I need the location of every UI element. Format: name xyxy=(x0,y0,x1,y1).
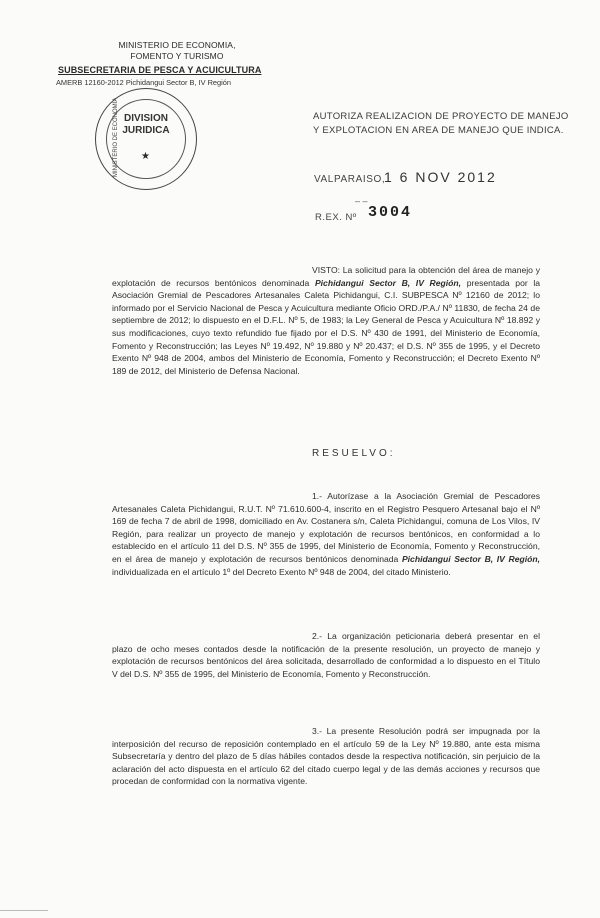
seal-arc-text: MINISTERIO DE ECONOMIA xyxy=(113,97,119,177)
date-stamp: 1 6 NOV 2012 xyxy=(384,169,497,185)
visto-text-1: La solicitud para la obtención del área de manejo y explotación de recursos bentónicos denominada xyxy=(112,265,540,288)
visto-text-2: presentada por la Asociación Gremial de Pescadores Artesanales Caleta Pichidangui, C.I. SUBPESCA Nº 12160 de 2012; lo informado por el Servicio Nacional de Pesca y Acuicultura mediante Oficio ORD./P.A./ Nº 11830, de fecha 24 de septiembre de 2012; lo dispuesto en el D.F.L. Nº 5, de 1983; la Ley General de Pesca y Acuicultura Nº 18.892 y sus modificaciones, cuyo texto refundido fue fijado por el D.S. Nº 430 de 1991, del Ministerio de Economía, Fomento y Reconstrucción; las Leyes Nº 19.492, Nº 19.880 y Nº 20.437; el D.S. Nº 355 de 1995, y el Decreto Exento Nº 948 de 2004, ambos del Ministerio de Economía, Fomento y Reconstrucción; el Decreto Exento Nº 189 de 2012, del Ministerio de Defensa Nacional. xyxy=(112,277,541,376)
resolution-dashes: – – xyxy=(355,196,368,206)
ministry-line-2: FOMENTO Y TURISMO xyxy=(130,51,224,61)
visto-paragraph xyxy=(112,264,540,377)
title-line-2: Y EXPLOTACION EN AREA DE MANEJO QUE INDICA. xyxy=(313,125,564,136)
reference-line: AMERB 12160-2012 Pichidangui Sector B, IV Región xyxy=(56,78,232,87)
document-title xyxy=(313,110,573,138)
article-1-text-b: individualizada en el artículo 1º del Decreto Exento Nº 948 de 2004, del citado Ministerio. xyxy=(112,566,451,577)
article-2-text: La organización peticionaria deberá presentar en el plazo de ocho meses contados desde la notificación de la presente resolución, un proyecto de manejo y explotación de recursos bentónicos del área solicitada, desarrollado de conformidad a lo dispuesto en el Título V del D.S. Nº 355 de 1995, del Ministerio de Economía, Fomento y Reconstrucción. xyxy=(112,631,540,679)
visto-lead: VISTO: xyxy=(312,265,341,275)
article-1 xyxy=(112,490,540,578)
article-1-area-name: Pichidangui Sector B, IV Región, xyxy=(401,553,540,564)
article-1-text-a: Autorízase a la Asociación Gremial de Pescadores Artesanales Caleta Pichidangui, R.U.T. Nº 71.610.600-4, inscrito en el Registro Pesquero Artesanal bajo el Nº 169 de fecha 7 de abril de 1998, domiciliado en Av. Costanera s/n, Caleta Pichidangui, comuna de Los Vilos, IV Región, para realizar un proyecto de manejo y explotación de recursos bentónicos, en conformidad a lo establecido en el artículo 11 del D.S. Nº 355 de 1995, del Ministerio de Economía, Fomento y Reconstrucción, en el área de manejo y explotación de recursos bentónicos denominada xyxy=(112,491,540,564)
seal-star-icon: ★ xyxy=(141,151,150,162)
subsecretaria-line: SUBSECRETARIA DE PESCA Y ACUICULTURA xyxy=(58,65,262,75)
visto-area-name: Pichidangui Sector B, IV Región, xyxy=(314,277,462,288)
seal-line-1: DIVISION xyxy=(124,113,168,124)
seal-center-text xyxy=(96,113,196,137)
article-2 xyxy=(112,630,540,680)
title-line-1: AUTORIZA REALIZACION DE PROYECTO DE MANEJO xyxy=(313,111,569,122)
article-3-lead: 3.- xyxy=(312,726,323,736)
article-3-text: La presente Resolución podrá ser impugnada por la interposición del recurso de reposición contemplado en el artículo 59 de la Ley Nº 19.880, ante esta misma Subsecretaría y dentro del plazo de 5 días hábiles contados desde la respectiva notificación, sin perjuicio de la aclaración del acto dispuesta en el artículo 62 del citado cuerpo legal y de las demás acciones y recursos que procedan de conformidad con la normativa vigente. xyxy=(112,726,540,787)
page-edge-line xyxy=(0,910,48,911)
seal-line-2: JURIDICA xyxy=(122,125,170,136)
resuelvo-heading: RESUELVO: xyxy=(312,448,396,459)
ministry-line-1: MINISTERIO DE ECONOMIA, xyxy=(118,40,236,50)
resolution-number: 3004 xyxy=(368,204,413,221)
article-2-lead: 2.- xyxy=(312,631,323,641)
article-3 xyxy=(112,725,540,788)
date-city: VALPARAISO, xyxy=(314,174,386,185)
ministry-header xyxy=(92,40,262,62)
division-juridica-seal xyxy=(95,88,197,190)
article-1-lead: 1.- xyxy=(312,491,323,501)
resolution-label: R.EX. Nº xyxy=(315,212,357,223)
